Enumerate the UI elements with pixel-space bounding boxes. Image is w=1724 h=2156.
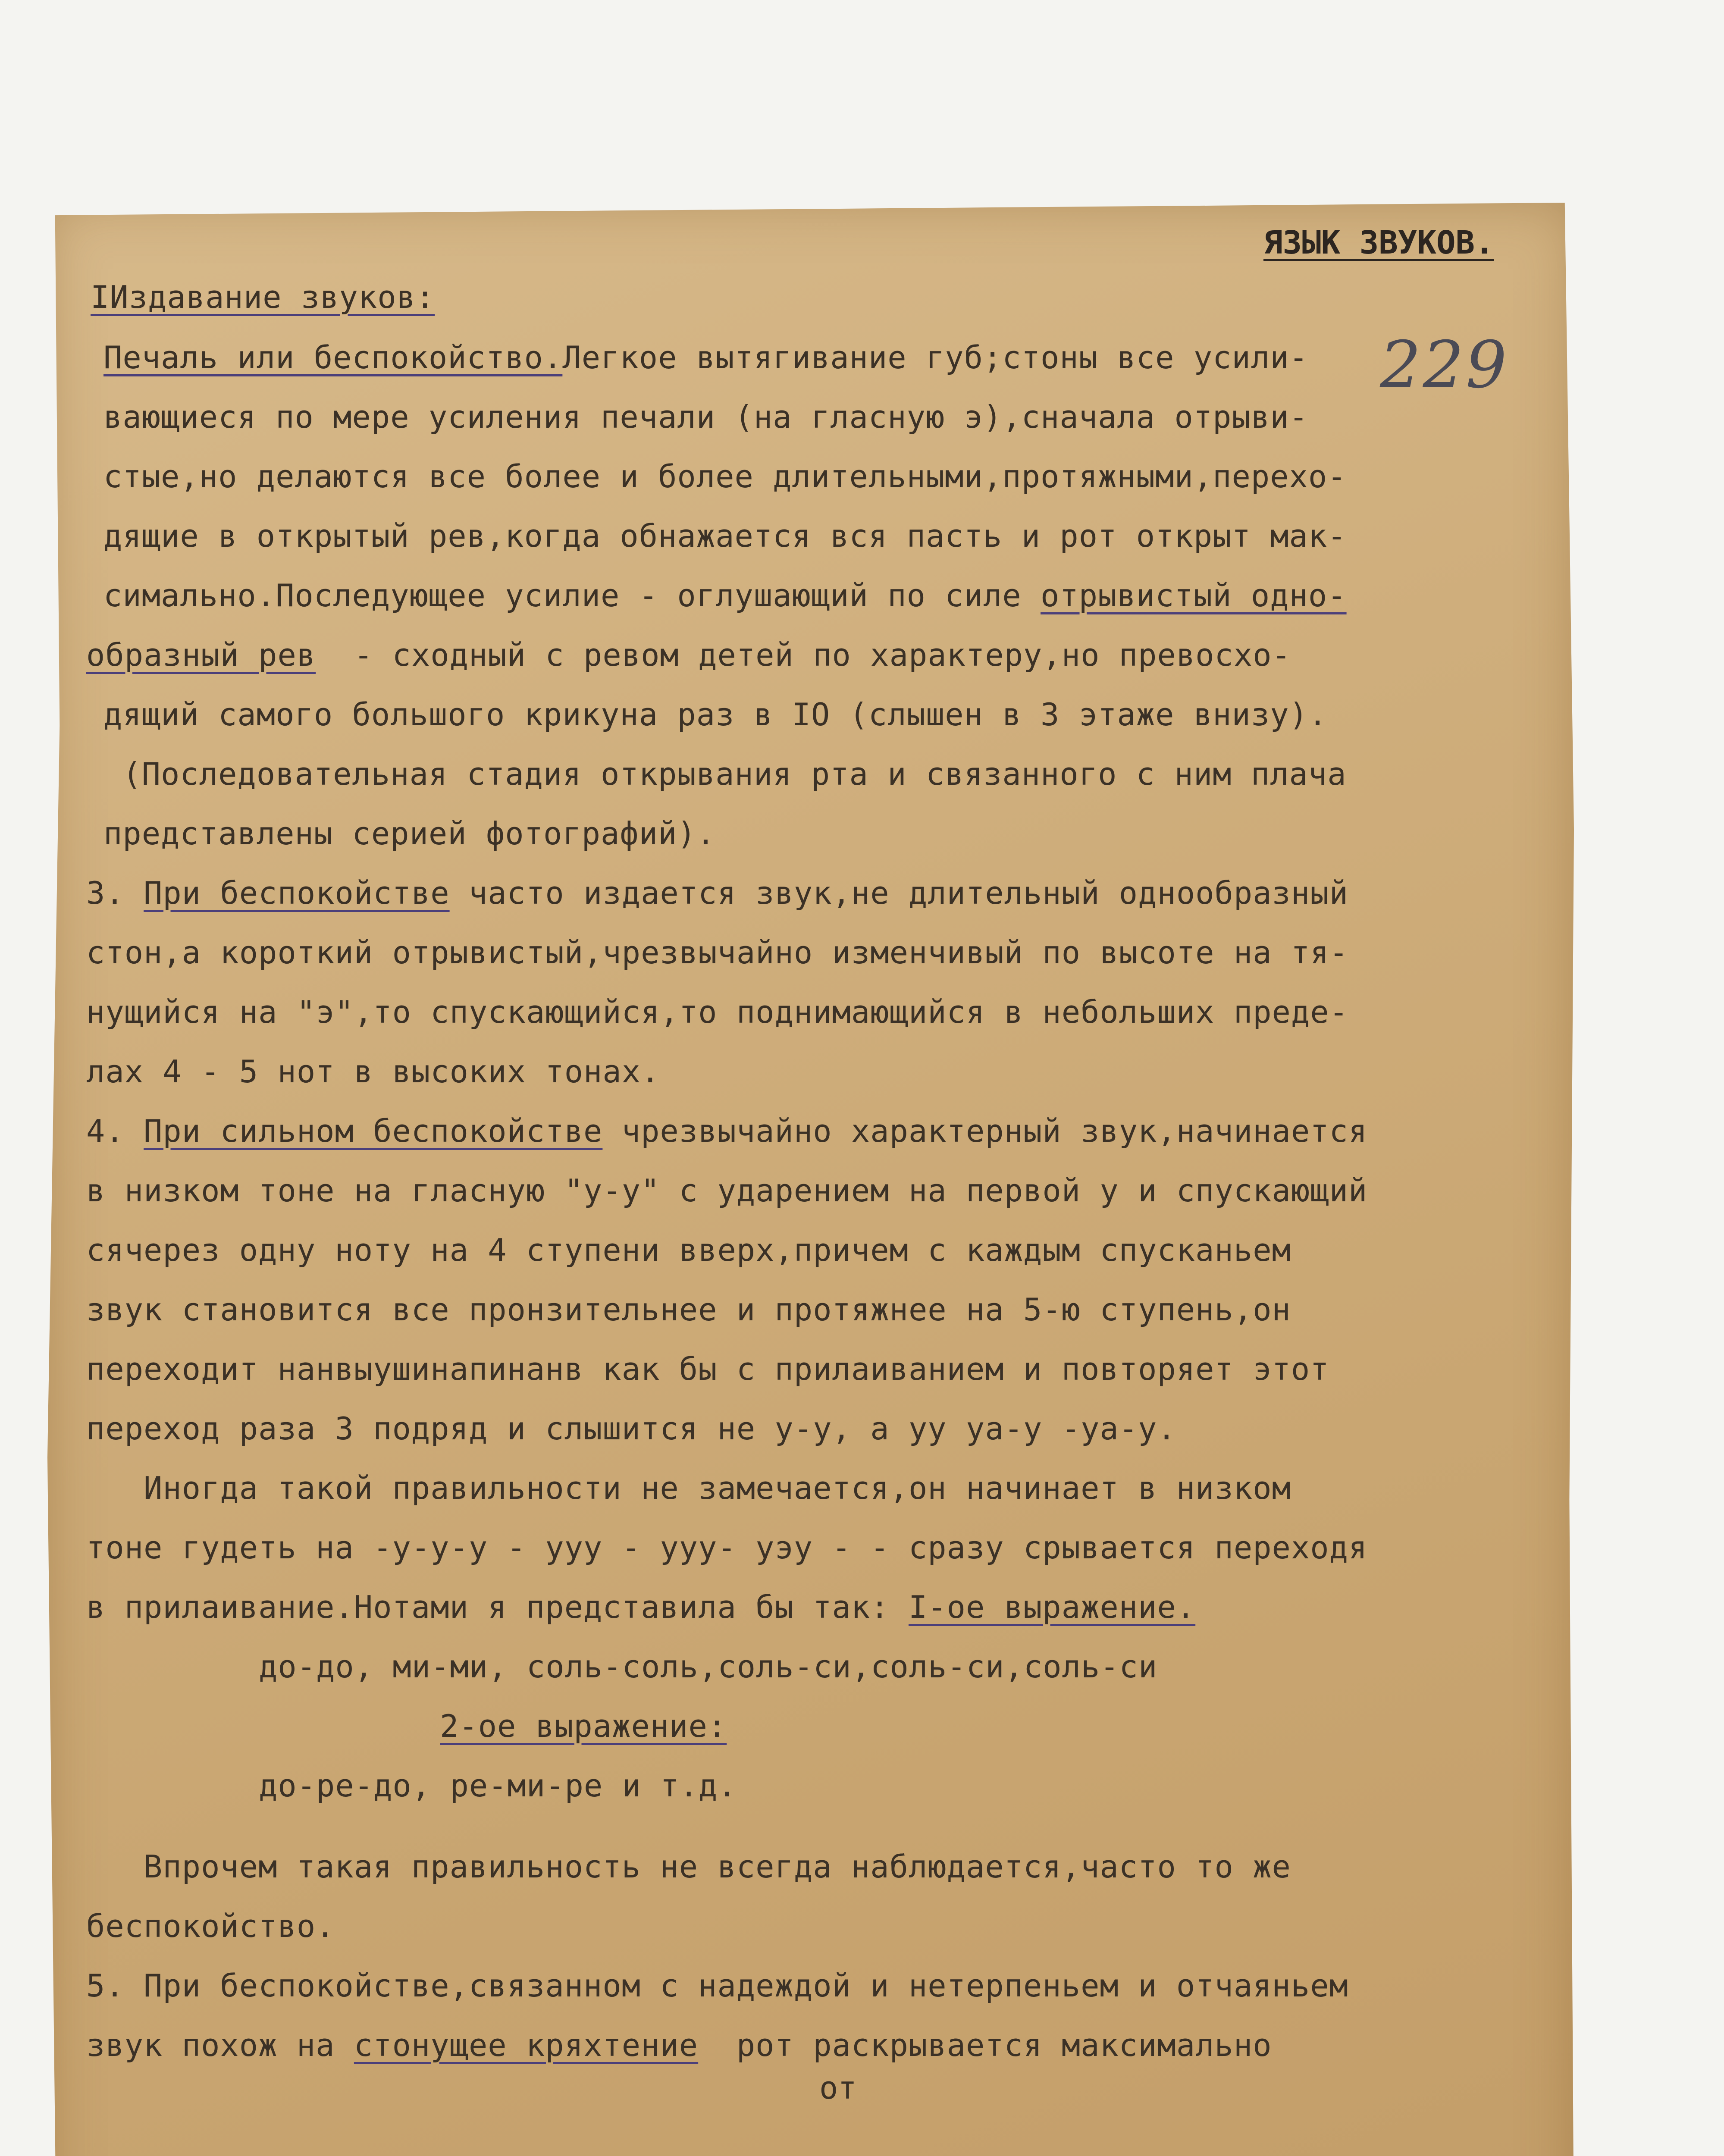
notes-line-1: до-до, ми-ми, соль-соль,соль-си,соль-си,соль-си xyxy=(259,1648,1158,1685)
para1-lead: Печаль или беспокойство. xyxy=(103,339,563,376)
para4-line-9: в прилаивание.Нотами я представила бы так: I-ое выражение. xyxy=(86,1589,1196,1625)
para1-line-1: Печаль или беспокойство.Легкое вытягивание губ;стоны все усили- xyxy=(103,339,1308,376)
page-continuation-word: от xyxy=(819,2070,857,2106)
para4-lead: При сильном беспокойстве xyxy=(144,1113,603,1149)
notes-line-2: до-ре-до, ре-ми-ре и т.д. xyxy=(259,1767,737,1804)
para1-line-2: вающиеся по мере усиления печали (на гласную э),сначала отрыви- xyxy=(103,399,1308,435)
notes-heading-1: I-ое выражение. xyxy=(908,1589,1196,1625)
para4-line-8: тоне гудеть на -у-у-у - ууу - ууу- уэу - - сразу срывается переходя xyxy=(86,1529,1368,1566)
document-title: ЯЗЫК ЗВУКОВ. xyxy=(1263,224,1494,261)
para4-line-2: в низком тоне на гласную "у-у" с ударением на первой у и спускающий xyxy=(86,1172,1368,1209)
section-heading xyxy=(91,267,435,327)
remark-line-2: беспокойство. xyxy=(86,1908,335,1944)
document-body xyxy=(86,267,1544,2070)
para1-line-8: (Последовательная стадия открывания рта и связанного с ним плача xyxy=(103,756,1347,792)
para1-line-7: дящий самого большого крикуна раз в IO (слышен в 3 этаже внизу). xyxy=(103,696,1328,733)
para3-line-2: стон,а короткий отрывистый,чрезвычайно изменчивый по высоте на тя- xyxy=(86,934,1348,971)
notes-heading-2-line xyxy=(440,1696,727,1756)
para4-line-3: сячерез одну ноту на 4 ступени вверх,причем с каждым спусканьем xyxy=(86,1232,1291,1268)
remark-line-1: Впрочем такая правильность не всегда наблюдается,часто то же xyxy=(86,1849,1291,1885)
para5-underlined-phrase: стонущее кряхтение xyxy=(354,2027,699,2063)
para3-line-4: лах 4 - 5 нот в высоких тонах. xyxy=(86,1053,660,1090)
para1-line-5: симально.Последующее усилие - оглушающий по силе отрывистый одно- xyxy=(103,577,1347,614)
para4-line-6: переход раза 3 подряд и слышится не у-у, а уу уа-у -уа-у. xyxy=(86,1410,1176,1447)
para5-line-1: 5. При беспокойстве,связанном с надеждой и нетерпеньем и отчаяньем xyxy=(86,1968,1348,2004)
para1-line-3: стые,но делаются все более и более длительными,протяжными,перехо- xyxy=(103,458,1347,495)
para1-underlined-phrase-1: отрывистый одно- xyxy=(1041,577,1347,614)
para4-line-1: 4. При сильном беспокойстве чрезвычайно характерный звук,начинается xyxy=(86,1113,1368,1149)
para1-line-6: образный рев - сходный с ревом детей по характеру,но превосхо- xyxy=(86,637,1291,673)
notes-heading-2: 2-ое выражение: xyxy=(440,1708,727,1744)
para4-line-5: переходит нанвыушинапинанв как бы с прилаиванием и повторяет этот xyxy=(86,1351,1329,1387)
para1-underlined-phrase-2: образный рев xyxy=(86,637,316,673)
para5-line-2: звук похож на стонущее кряхтение рот раскрывается максимально xyxy=(86,2027,1272,2063)
para1-line-9: представлены серией фотографий). xyxy=(103,815,716,852)
para3-line-1: 3. При беспокойстве часто издается звук,не длительный однообразный xyxy=(86,875,1348,911)
para4-line-7: Иногда такой правильности не замечается,он начинает в низком xyxy=(86,1470,1291,1506)
para3-line-3: нущийся на "э",то спускающийся,то поднимающийся в небольших преде- xyxy=(86,994,1348,1030)
para1-line-4: дящие в открытый рев,когда обнажается вся пасть и рот открыт мак- xyxy=(103,518,1347,554)
handwritten-page-number: 229 xyxy=(1380,328,1509,403)
section-heading-text: IИздавание звуков: xyxy=(91,279,435,315)
para3-lead: При беспокойстве xyxy=(144,875,450,911)
para4-line-4: звук становится все пронзительнее и протяжнее на 5-ю ступень,он xyxy=(86,1291,1291,1328)
